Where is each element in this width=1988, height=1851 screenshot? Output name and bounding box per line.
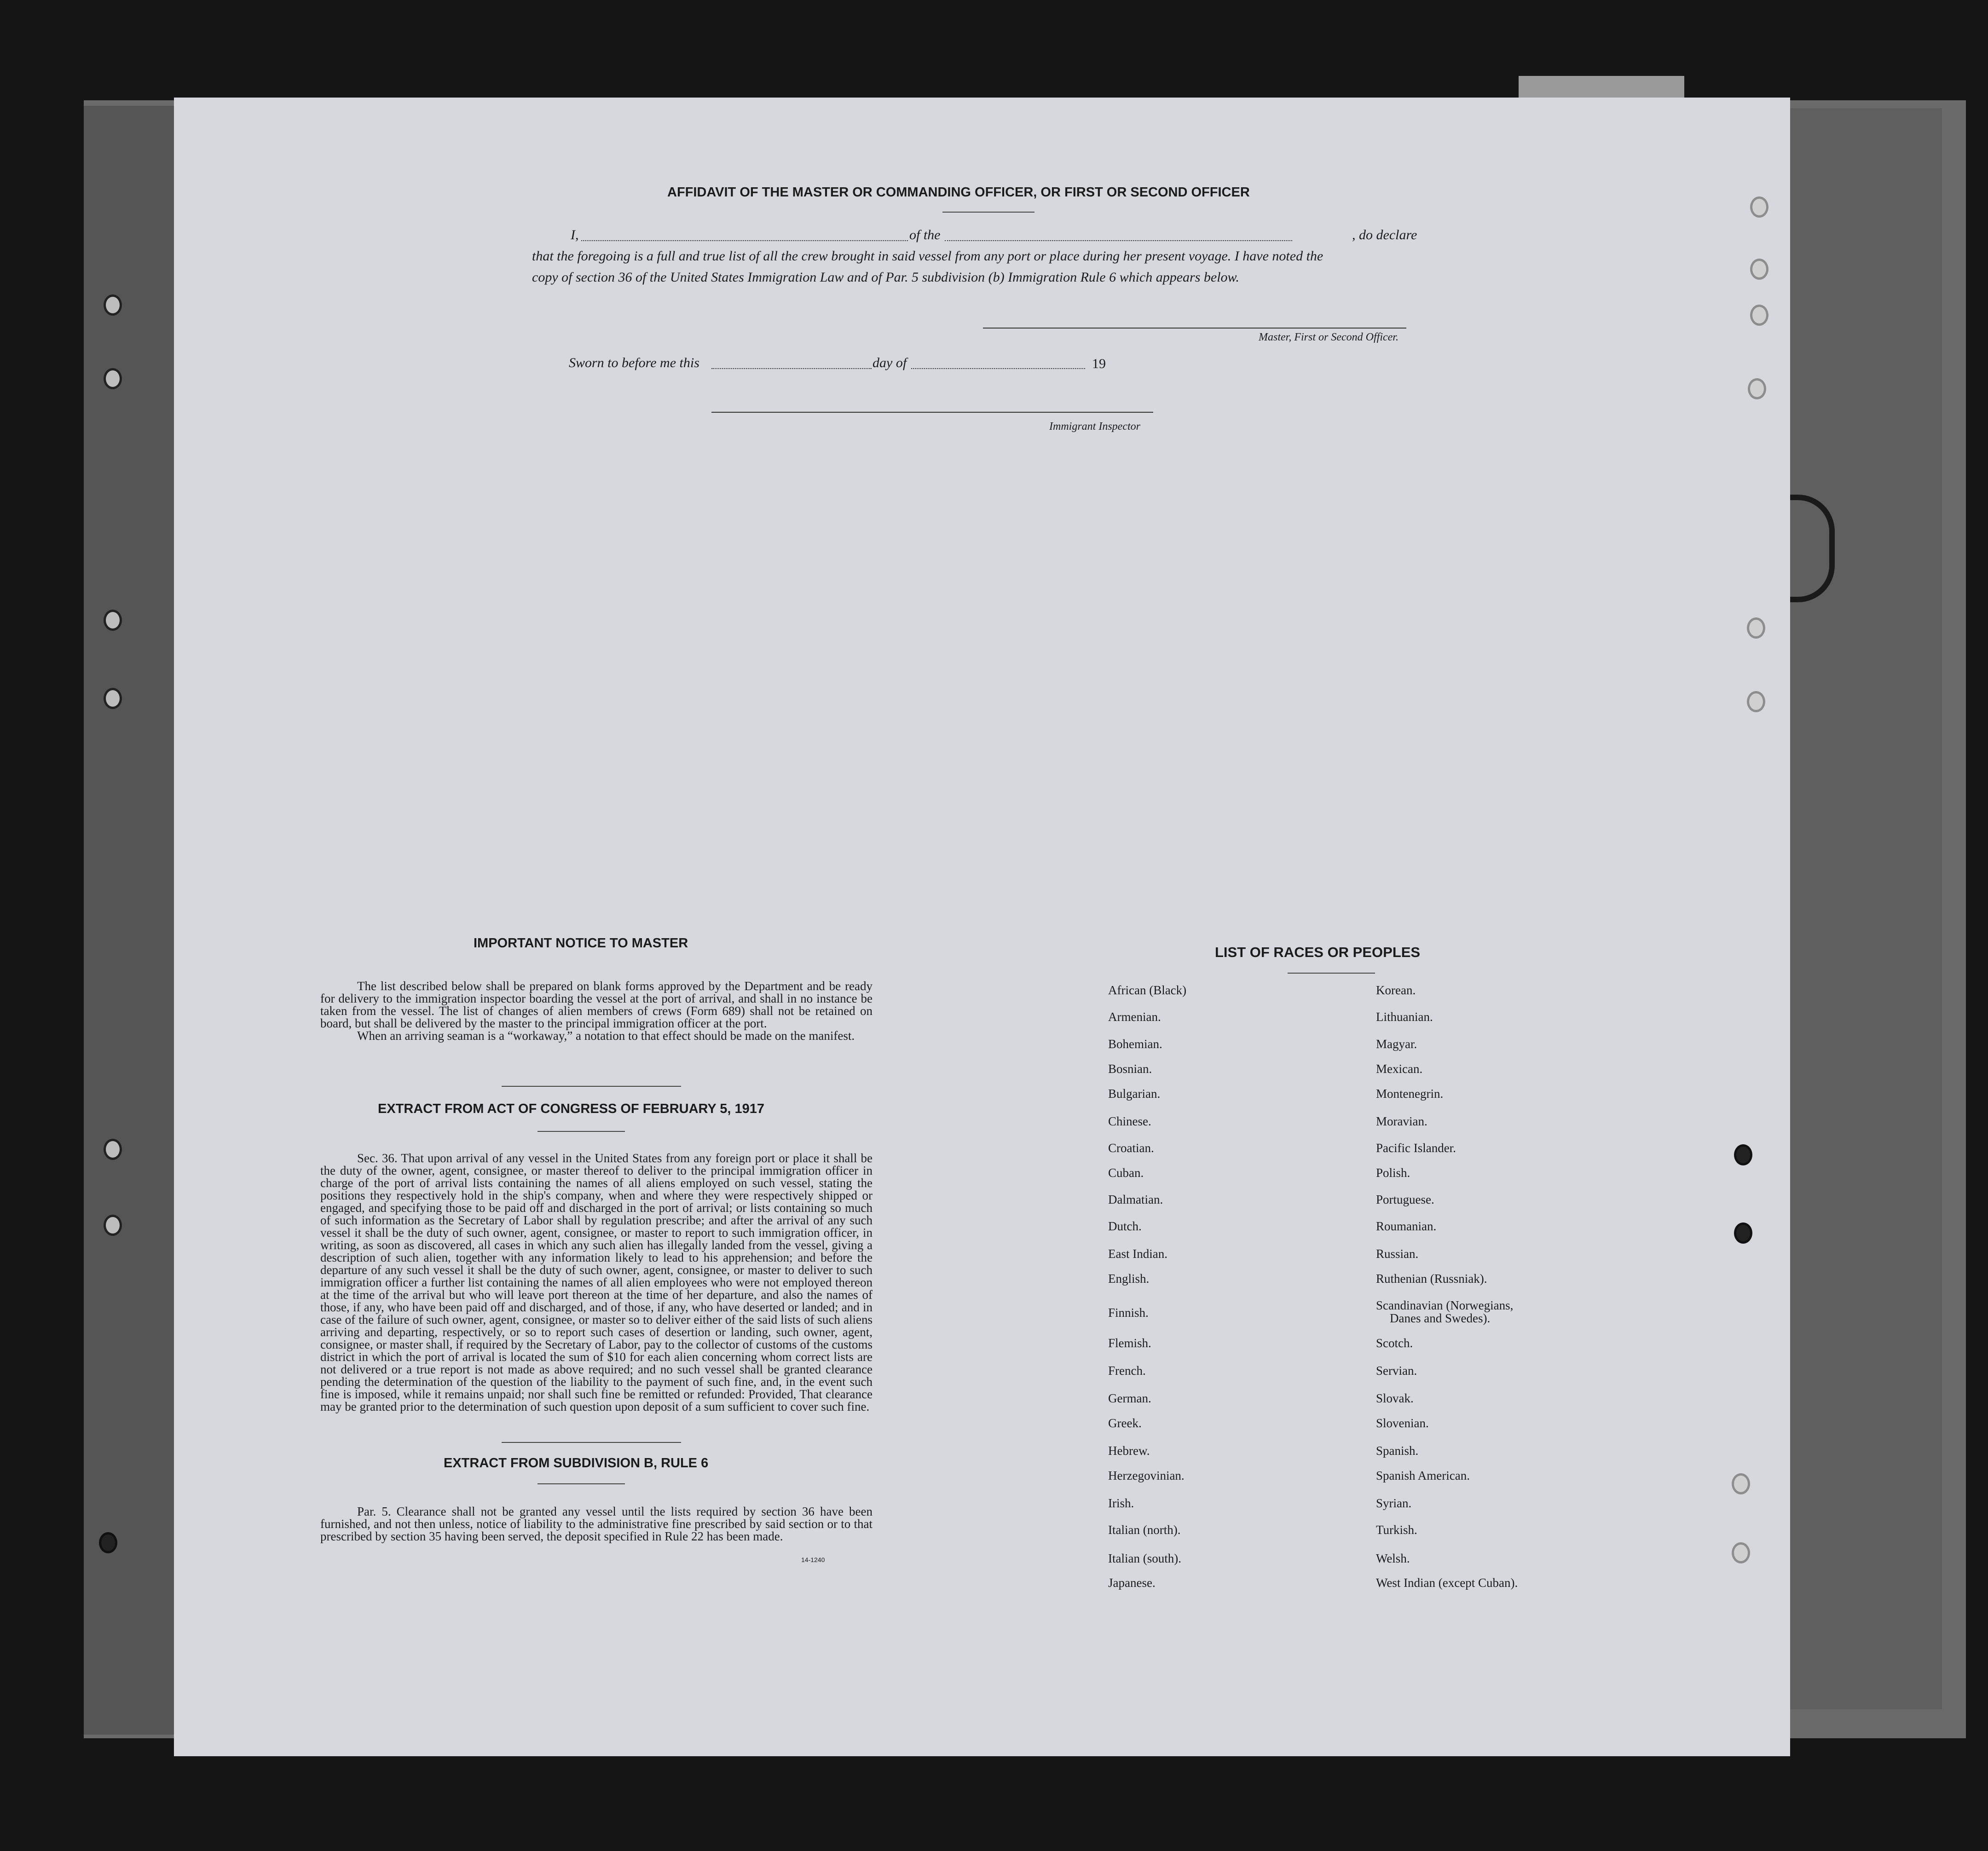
inspector-signature-field[interactable]: [711, 412, 1153, 413]
binder-hole-icon: [104, 610, 122, 631]
title-rule: [942, 212, 1034, 213]
race-item: Lithuanian.: [1376, 1010, 1433, 1024]
affidavit-title: AFFIDAVIT OF THE MASTER OR COMMANDING OFFICER, OR FIRST OR SECOND OFFICER: [667, 185, 1250, 200]
race-item: Hebrew.: [1108, 1444, 1150, 1458]
punch-hole-icon: [1750, 196, 1768, 218]
race-item: Cuban.: [1108, 1166, 1144, 1180]
binder-hole-icon: [104, 294, 122, 316]
race-item: Turkish.: [1376, 1523, 1417, 1537]
affidavit-i-label: I,: [571, 227, 579, 242]
year-prefix: 19: [1092, 356, 1106, 371]
race-item: Irish.: [1108, 1496, 1134, 1510]
par-5-text: Par. 5. Clearance shall not be granted any vessel until the lists required by section 36 have been furnished, and not then unless, notice of liability to the administrative fine prescribed by said section or to that prescribed by section 35 having been served, the deposit specified in Rule 22 has been made.: [320, 1505, 873, 1543]
race-item: Italian (south).: [1108, 1551, 1181, 1565]
form-number: 14-1240: [801, 1556, 825, 1563]
race-item: Magyar.: [1376, 1037, 1417, 1051]
punch-hole-icon: [1732, 1542, 1750, 1563]
binder-hole-icon: [99, 1532, 117, 1553]
sworn-day-field[interactable]: [711, 368, 872, 369]
race-item: Ruthenian (Russniak).: [1376, 1272, 1487, 1286]
race-item: Mexican.: [1376, 1062, 1423, 1076]
race-item: Dutch.: [1108, 1219, 1142, 1233]
race-item: Japanese.: [1108, 1576, 1156, 1590]
race-item: Pacific Islander.: [1376, 1141, 1456, 1155]
punch-hole-icon: [1750, 259, 1768, 280]
sworn-month-field[interactable]: [911, 368, 1085, 369]
race-item: Italian (north).: [1108, 1523, 1181, 1537]
extract-rule-body: [320, 1505, 873, 1543]
section-36-text: Sec. 36. That upon arrival of any vessel in the United States from any foreign port or place it shall be the duty of the owner, agent, consignee, or master thereof to deliver to the principal immigration officer in charge of the port of arrival lists containing the names of all aliens employed on such vessel, stating the positions they respectively hold in the ship's company, when and where they were respectively shipped or engaged, and specifying those to be paid off and discharged in the port of arrival; or lists containing so much of such information as the Secretary of Labor shall by regulation prescribe; and after the arrival of any such vessel it shall be the duty of such owner, agent, consignee, or master to report to such immigration officer, in writing, as soon as discovered, all cases in which any such alien has illegally landed from the vessel, giving a description of such alien, together with any information likely to lead to his apprehension; and before the departure of any such vessel it shall be the duty of such owner, agent, consignee, or master to deliver to such immigration officer a further list containing the names of all alien employees who were not employed thereon at the time of the arrival but who will leave port thereon at the time of her departure, and also the names of those, if any, who have been paid off and discharged, and of those, if any, who have deserted or landed; and in case of the failure of such owner, agent, consignee, or master so to deliver either of the said lists of such aliens arriving and departing, respectively, or so to report such cases of desertion or landing, such owner, agent, consignee, or master shall, if required by the Secretary of Labor, pay to the collector of customs of the customs district in which the port of arrival is located the sum of $10 for each alien concerning whom correct lists are not delivered or a true report is not made as above required; and no such vessel shall be granted clearance pending the determination of the question of the liability to the payment of such fine, and, in the event such fine is imposed, while it remains unpaid; nor shall such fine be remitted or refunded: Provided, That clearance may be granted prior to the determination of such question upon deposit of a sum sufficient to cover such fine.: [320, 1151, 873, 1413]
affidavit-of-the-label: of the: [909, 227, 941, 242]
race-item: Bulgarian.: [1108, 1087, 1161, 1101]
punch-hole-icon: [1734, 1144, 1752, 1165]
race-item: Spanish.: [1376, 1444, 1419, 1458]
race-item: Finnish.: [1108, 1306, 1149, 1320]
affidavit-line-3: copy of section 36 of the United States Immigration Law and of Par. 5 subdivision (b) Immigration Rule 6 which appears below.: [532, 270, 1239, 285]
punch-hole-icon: [1748, 378, 1766, 399]
race-item: Bohemian.: [1108, 1037, 1162, 1051]
race-item: German.: [1108, 1391, 1151, 1405]
races-title: LIST OF RACES OR PEOPLES: [1215, 944, 1421, 960]
master-name-field[interactable]: [581, 240, 908, 241]
extract-act-title: EXTRACT FROM ACT OF CONGRESS OF FEBRUARY 5, 1917: [378, 1101, 765, 1116]
race-item: West Indian (except Cuban).: [1376, 1576, 1518, 1590]
race-item: Chinese.: [1108, 1114, 1151, 1128]
master-signature-field[interactable]: [983, 328, 1406, 329]
punch-hole-icon: [1750, 305, 1768, 326]
punch-hole-icon: [1747, 691, 1765, 712]
race-item: Roumanian.: [1376, 1219, 1437, 1233]
race-item: Greek.: [1108, 1416, 1142, 1430]
race-item: Armenian.: [1108, 1010, 1161, 1024]
extract-rule-title: EXTRACT FROM SUBDIVISION B, RULE 6: [444, 1456, 709, 1470]
race-item: French.: [1108, 1364, 1146, 1378]
race-item: Syrian.: [1376, 1496, 1412, 1510]
binder-hole-icon: [104, 688, 122, 709]
race-item-continuation: Danes and Swedes).: [1390, 1311, 1491, 1325]
race-item: Spanish American.: [1376, 1469, 1470, 1482]
punch-hole-icon: [1747, 617, 1765, 639]
race-item: Dalmatian.: [1108, 1193, 1163, 1206]
race-item: Slovak.: [1376, 1391, 1414, 1405]
extract-act-body: [320, 1152, 873, 1413]
race-item: Russian.: [1376, 1247, 1419, 1261]
race-item: Croatian.: [1108, 1141, 1154, 1155]
section-divider: [537, 1483, 625, 1484]
section-divider: [537, 1131, 625, 1132]
day-of-label: day of: [873, 355, 907, 370]
race-item: Bosnian.: [1108, 1062, 1152, 1076]
backing-sheet-right-edge: [1786, 108, 1942, 1709]
manifest-page: [174, 98, 1790, 1756]
binder-hole-icon: [104, 1215, 122, 1236]
binder-hole-icon: [104, 1139, 122, 1160]
race-item: Moravian.: [1376, 1114, 1427, 1128]
vessel-name-field[interactable]: [945, 240, 1292, 241]
section-divider: [1288, 973, 1375, 974]
race-item: English.: [1108, 1272, 1150, 1286]
affidavit-line-2: that the foregoing is a full and true list of all the crew brought in said vessel from any port or place during her present voyage. I have noted the: [532, 248, 1323, 264]
race-item: Korean.: [1376, 983, 1416, 997]
punch-hole-icon: [1732, 1473, 1750, 1494]
race-item: Portuguese.: [1376, 1193, 1434, 1206]
race-item: Polish.: [1376, 1166, 1410, 1180]
race-item: Montenegrin.: [1376, 1087, 1444, 1101]
sworn-label: Sworn to before me this: [569, 355, 699, 370]
notice-title: IMPORTANT NOTICE TO MASTER: [474, 936, 688, 951]
race-item: Welsh.: [1376, 1551, 1410, 1565]
race-item: Herzegovinian.: [1108, 1469, 1185, 1482]
punch-hole-icon: [1734, 1222, 1752, 1244]
notice-body: [320, 980, 873, 1042]
race-item: Scandinavian (Norwegians,: [1376, 1298, 1514, 1312]
race-item: Scotch.: [1376, 1336, 1413, 1350]
affidavit-do-declare-label: , do declare: [1352, 227, 1417, 242]
notice-paragraph-2: When an arriving seaman is a “workaway,” a notation to that effect should be made on the manifest.: [357, 1029, 855, 1043]
binder-hole-icon: [104, 368, 122, 389]
signature-caption: Master, First or Second Officer.: [1259, 331, 1399, 343]
notice-paragraph-1: The list described below shall be prepared on blank forms approved by the Department and be ready for delivery to the immigration inspector boarding the vessel at the port of arrival, and shall in no instance be taken from the vessel. The list of changes of alien members of crews (Form 689) shall not be retained on board, but shall be delivered by the master to the principal immigration officer at the port.: [320, 979, 873, 1030]
section-divider: [502, 1442, 681, 1443]
race-item: East Indian.: [1108, 1247, 1167, 1261]
section-divider: [502, 1086, 681, 1087]
race-item: Slovenian.: [1376, 1416, 1429, 1430]
binding-tape: [1788, 495, 1835, 602]
inspector-caption: Immigrant Inspector: [1049, 421, 1140, 432]
race-item: African (Black): [1108, 983, 1187, 997]
race-item: Flemish.: [1108, 1336, 1151, 1350]
race-item: Servian.: [1376, 1364, 1417, 1378]
